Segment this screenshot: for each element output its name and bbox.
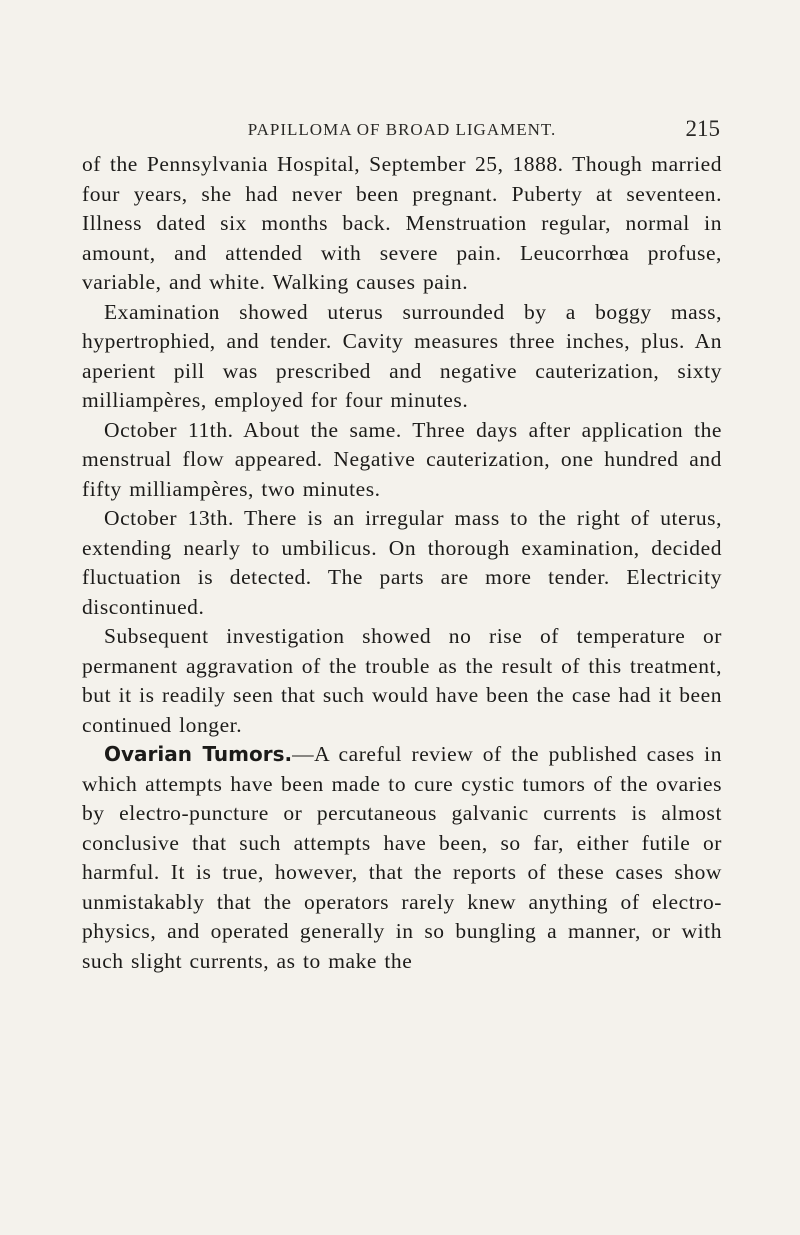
page-number: 215 (685, 116, 720, 141)
body-text (82, 150, 722, 976)
running-head (84, 116, 720, 146)
paragraph-case-history: of the Pennsylvania Hospital, September 25, 1888. Though married four years, she had never been pregnant. Puberty at seventeen. Illness dated six months back. Menstruation regular, normal in amount, and attended with severe pain. Leucorrhœa profuse, variable, and white. Walking causes pain. (82, 152, 722, 294)
section-heading: Ovarian Tumors. (104, 742, 293, 766)
paragraph-subsequent-investigation: Subsequent investigation showed no rise of temperature or permanent aggravation of the trouble as the result of this treatment, but it is readily seen that such would have been the case had it been continued longer. (82, 624, 722, 737)
running-head-title: PAPILLOMA OF BROAD LIGAMENT. (247, 120, 557, 139)
paragraph-ovarian-tumors (82, 740, 722, 976)
paragraph-october-11: October 11th. About the same. Three days after application the menstrual flow appeared. Negative cauterization, one hundred and fifty milliampères, two minutes. (82, 417, 722, 501)
paragraph-october-13: October 13th. There is an irregular mass to the right of uterus, extending nearly to umbilicus. On thorough examination, decided fluctuation is detected. The parts are more tender. Electricity discontinued. (82, 506, 722, 619)
section-text: —A careful review of the published cases in which attempts have been made to cure cystic tumors of the ovaries by electro-puncture or percutaneous galvanic currents is almost conclusive that such attempts have been, so far, either futile or harmful. It is true, however, that the reports of these cases show unmistakably that the operators rarely knew anything of electro-physics, and operated generally in so bungling a manner, or with such slight currents, as to make the (82, 742, 722, 973)
paragraph-examination: Examination showed uterus surrounded by a boggy mass, hypertrophied, and tender. Cavity measures three inches, plus. An aperient pill was prescribed and negative cauterization, sixty milliampères, employed for four minutes. (82, 299, 722, 412)
